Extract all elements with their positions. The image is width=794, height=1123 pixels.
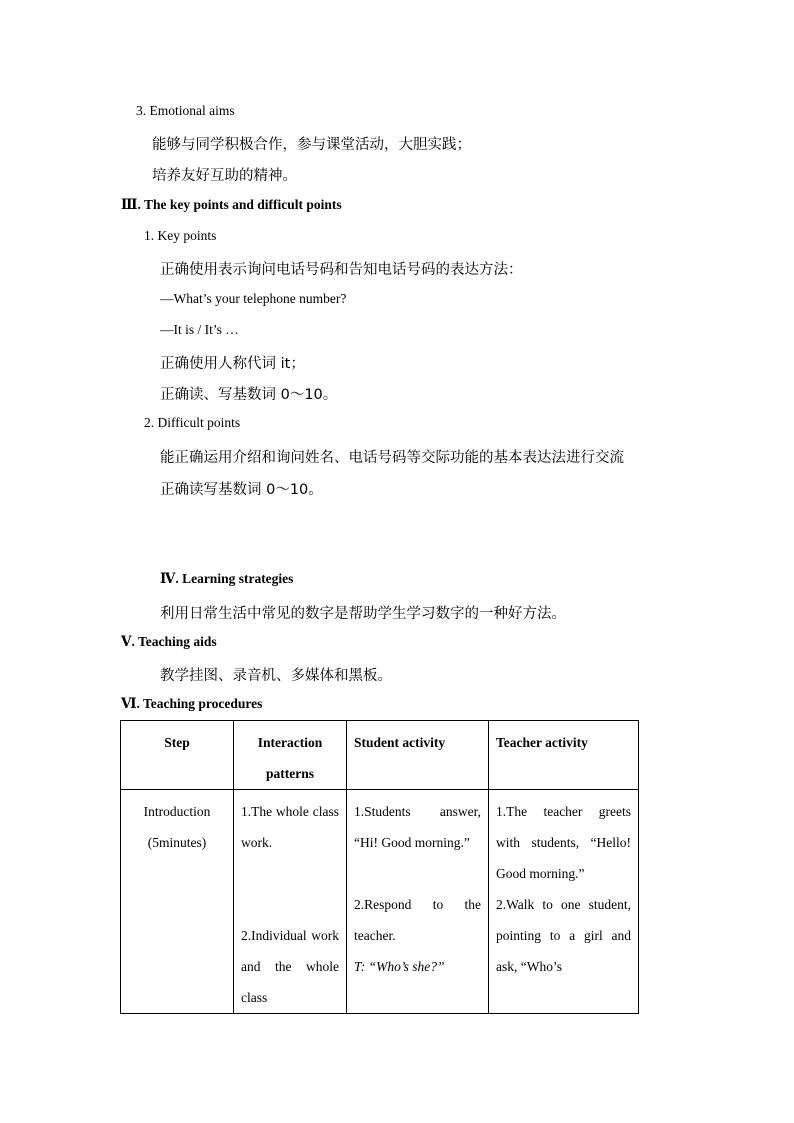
key-points-line-5: 正确读、写基数词 0～10。 [160, 387, 338, 403]
cell-interaction [234, 790, 347, 1014]
key-points-line-4: 正确使用人称代词 it； [160, 356, 305, 372]
header-interaction-line-1: Interaction [257, 735, 323, 750]
key-points-line-2: —What’s your telephone number? [160, 291, 347, 306]
interaction-a: 1.The whole class work. [241, 804, 339, 850]
table-row [121, 790, 639, 1014]
step-duration: (5minutes) [147, 835, 207, 850]
cell-student [347, 790, 489, 1014]
key-points-line-3: —It is / It’s … [160, 322, 239, 337]
section-6-title: Ⅵ. Teaching procedures [121, 696, 263, 711]
student-activity-b: 2.Respond to the teacher. [354, 897, 481, 943]
emotional-aims-heading: 3. Emotional aims [136, 103, 235, 118]
key-points-heading: 1. Key points [144, 228, 217, 243]
table-header-row [121, 721, 639, 790]
header-interaction [234, 721, 347, 790]
section-5-title: Ⅴ. Teaching aids [121, 634, 217, 649]
student-activity-a: 1.Students answer, “Hi! Good morning.” [354, 804, 481, 850]
cell-teacher [489, 790, 639, 1014]
teacher-activity-b: 2.Walk to one student, pointing to a girl and ask, “Who’s [496, 897, 631, 974]
section-3-title: Ⅲ. The key points and difficult points [121, 197, 342, 212]
cell-step [121, 790, 234, 1014]
teaching-aids-line: 教学挂图、录音机、多媒体和黑板。 [160, 668, 392, 684]
header-teacher [489, 721, 639, 790]
header-student-label: Student activity [354, 735, 446, 750]
header-step [121, 721, 234, 790]
difficult-points-heading: 2. Difficult points [144, 415, 241, 430]
header-interaction-line-2: patterns [266, 766, 314, 781]
step-name: Introduction [143, 804, 211, 819]
student-activity-quote: T: “Who’s she?” [354, 959, 445, 974]
section-4-title: Ⅳ. Learning strategies [160, 571, 294, 586]
procedures-table [120, 720, 639, 1014]
teacher-activity-a: 1.The teacher greets with students, “Hello! Good morning.” [496, 804, 631, 881]
difficult-points-line-2: 正确读写基数词 0～10。 [160, 482, 323, 498]
emotional-aims-line-2: 培养友好互助的精神。 [152, 168, 297, 184]
key-points-line-1: 正确使用表示询问电话号码和告知电话号码的表达方法： [160, 262, 523, 278]
interaction-b: 2.Individual work and the whole class [241, 928, 339, 1005]
header-teacher-label: Teacher activity [496, 735, 588, 750]
learning-strategies-line: 利用日常生活中常见的数字是帮助学生学习数字的一种好方法。 [160, 606, 566, 622]
header-step-label: Step [164, 735, 190, 750]
difficult-points-line-1: 能正确运用介绍和询问姓名、电话号码等交际功能的基本表达法进行交流 [160, 450, 624, 466]
header-student [347, 721, 489, 790]
emotional-aims-line-1: 能够与同学积极合作，参与课堂活动，大胆实践； [152, 137, 471, 153]
